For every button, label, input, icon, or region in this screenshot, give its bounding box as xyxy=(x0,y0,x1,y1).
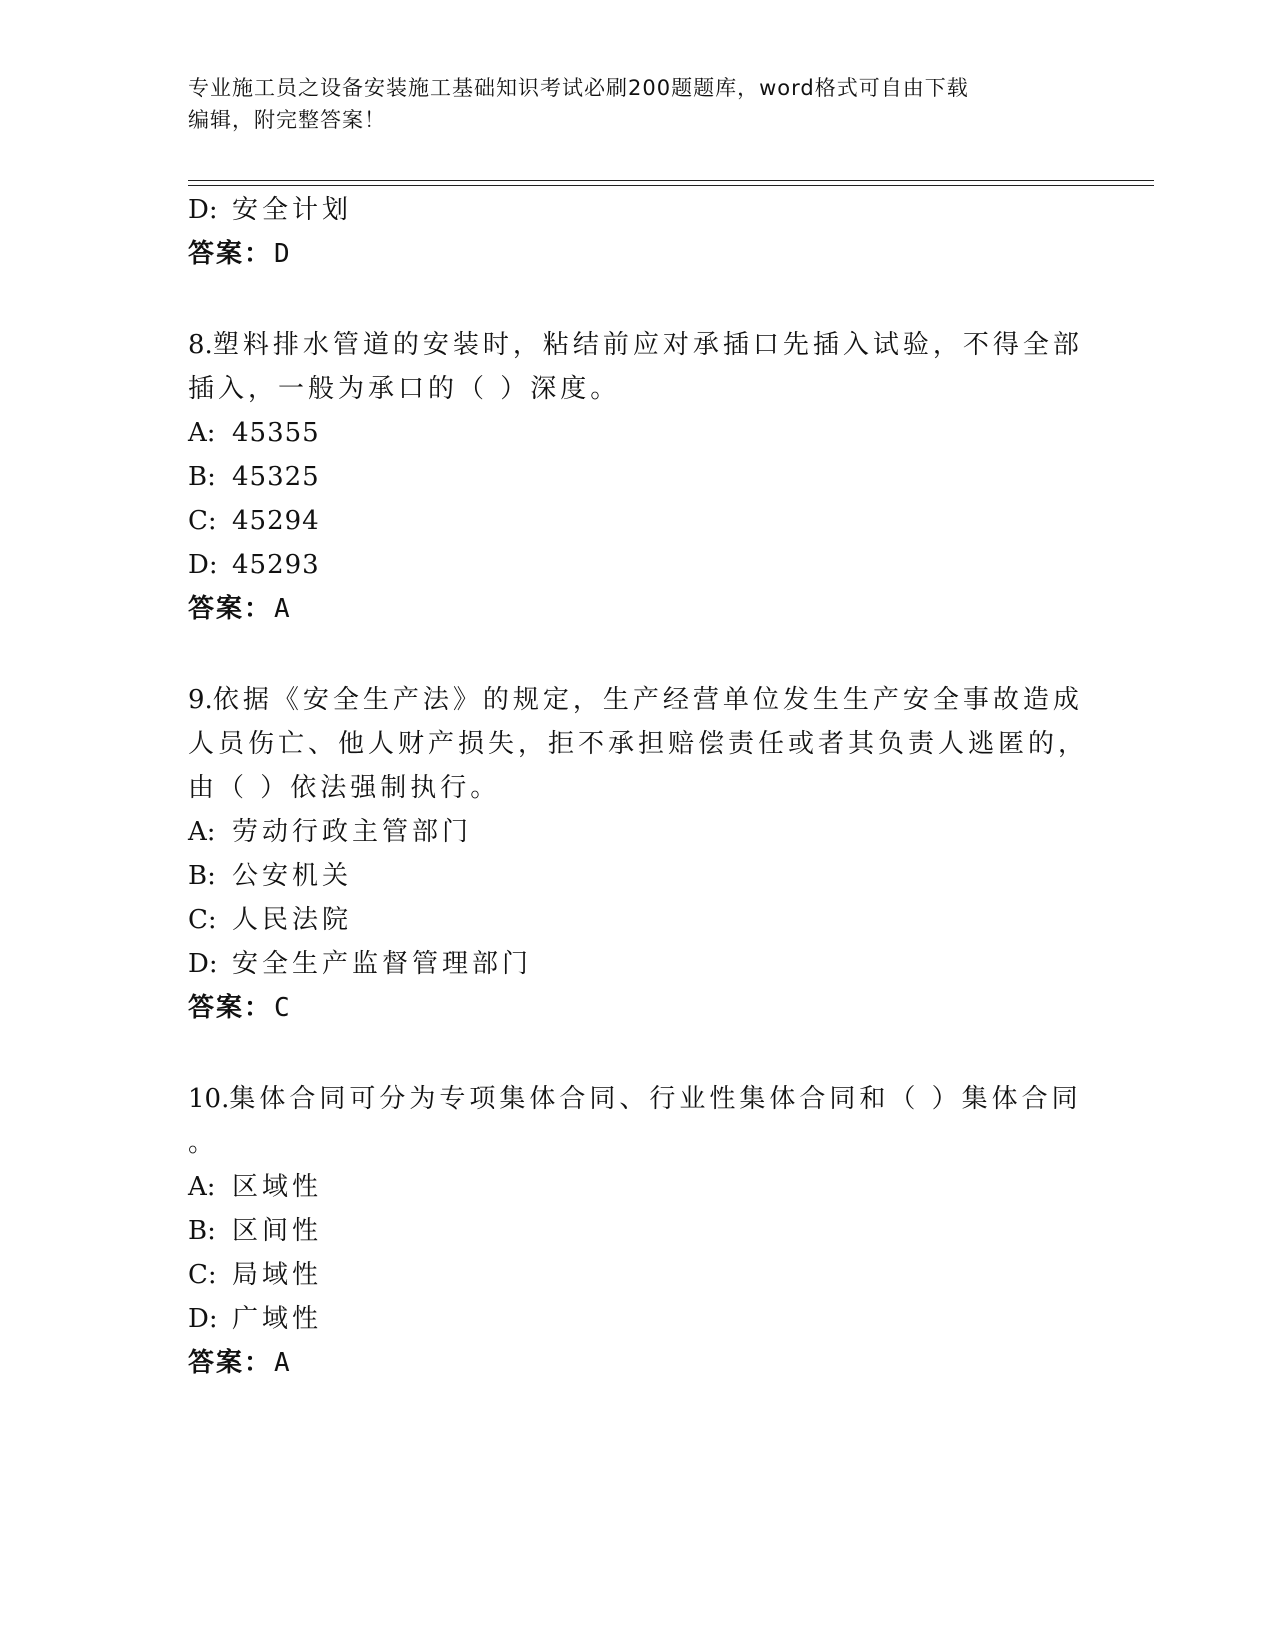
question-text: 塑料排水管道的安装时，粘结前应对承插口先插入试验，不得全部 xyxy=(212,330,1083,360)
question-9-option-d xyxy=(188,946,532,982)
option-text: 区间性 xyxy=(232,1216,323,1246)
question-8-text-line-1 xyxy=(188,327,1083,363)
option-key: A: xyxy=(188,817,216,847)
question-9-text-line-2: 人员伤亡、他人财产损失，拒不承担赔偿责任或者其负责人逃匿的， xyxy=(188,729,1089,759)
question-number: 8. xyxy=(188,330,213,360)
answer-label: 答案： xyxy=(188,239,273,269)
question-8-option-b xyxy=(188,459,320,495)
question-10-option-a xyxy=(188,1169,322,1205)
option-text: 45294 xyxy=(232,506,320,536)
question-8-option-a xyxy=(188,415,320,451)
answer-label: 答案： xyxy=(188,594,273,624)
header-divider-bottom xyxy=(188,185,1154,186)
option-text: 45355 xyxy=(232,418,320,448)
option-key: B: xyxy=(188,861,216,891)
option-text: 区域性 xyxy=(232,1172,323,1202)
option-text: 45293 xyxy=(232,550,320,580)
option-text: 局域性 xyxy=(232,1260,323,1290)
option-key: D: xyxy=(188,550,218,580)
question-text: 依据《安全生产法》的规定，生产经营单位发生生产安全事故造成 xyxy=(212,685,1083,715)
question-8-option-d xyxy=(188,547,320,583)
option-key: C: xyxy=(188,506,217,536)
prev-question-answer xyxy=(188,236,292,272)
question-9-text-line-3: 由（ ）依法强制执行。 xyxy=(188,773,501,803)
document-header xyxy=(188,72,1068,136)
option-key: D: xyxy=(188,1304,218,1334)
option-key: A: xyxy=(188,418,216,448)
question-8-option-c xyxy=(188,503,320,539)
question-9-option-c xyxy=(188,902,352,938)
option-text: 人民法院 xyxy=(232,905,353,935)
question-10-text-line-1 xyxy=(188,1081,1082,1117)
question-9-text-line-1 xyxy=(188,682,1083,718)
question-9-option-a xyxy=(188,814,472,850)
question-8-answer xyxy=(188,591,292,627)
answer-value: A xyxy=(274,1348,292,1378)
question-text: 集体合同可分为专项集体合同、行业性集体合同和（ ）集体合同 xyxy=(229,1084,1082,1114)
header-divider-top xyxy=(188,180,1154,181)
answer-value: A xyxy=(274,594,292,624)
option-key: B: xyxy=(188,1216,216,1246)
answer-label: 答案： xyxy=(188,993,273,1023)
option-text: 广域性 xyxy=(232,1304,323,1334)
question-8-text-line-2: 插入，一般为承口的（ ）深度。 xyxy=(188,374,621,404)
option-text: 45325 xyxy=(232,462,320,492)
option-text: 劳动行政主管部门 xyxy=(232,817,473,847)
option-key: D: xyxy=(188,195,218,225)
answer-label: 答案： xyxy=(188,1348,273,1378)
question-number: 10. xyxy=(188,1084,230,1114)
question-9-answer xyxy=(188,990,292,1026)
option-text: 公安机关 xyxy=(232,861,353,891)
header-title-line-2: 编辑，附完整答案！ xyxy=(188,108,386,132)
question-9-option-b xyxy=(188,858,352,894)
option-key: D: xyxy=(188,949,218,979)
question-number: 9. xyxy=(188,685,213,715)
option-key: C: xyxy=(188,1260,217,1290)
question-10-option-c xyxy=(188,1257,322,1293)
option-text: 安全生产监督管理部门 xyxy=(232,949,533,979)
option-key: A: xyxy=(188,1172,216,1202)
question-10-text-line-2: 。 xyxy=(188,1128,219,1158)
answer-value: D xyxy=(274,239,292,269)
question-10-option-d xyxy=(188,1301,322,1337)
option-key: B: xyxy=(188,462,216,492)
option-key: C: xyxy=(188,905,217,935)
header-title-line-1: 专业施工员之设备安装施工基础知识考试必刷200题题库，word格式可自由下载 xyxy=(188,76,969,100)
option-text: 安全计划 xyxy=(232,195,353,225)
answer-value: C xyxy=(274,993,292,1023)
question-10-answer xyxy=(188,1345,292,1381)
question-10-option-b xyxy=(188,1213,322,1249)
prev-question-option-d xyxy=(188,192,352,228)
